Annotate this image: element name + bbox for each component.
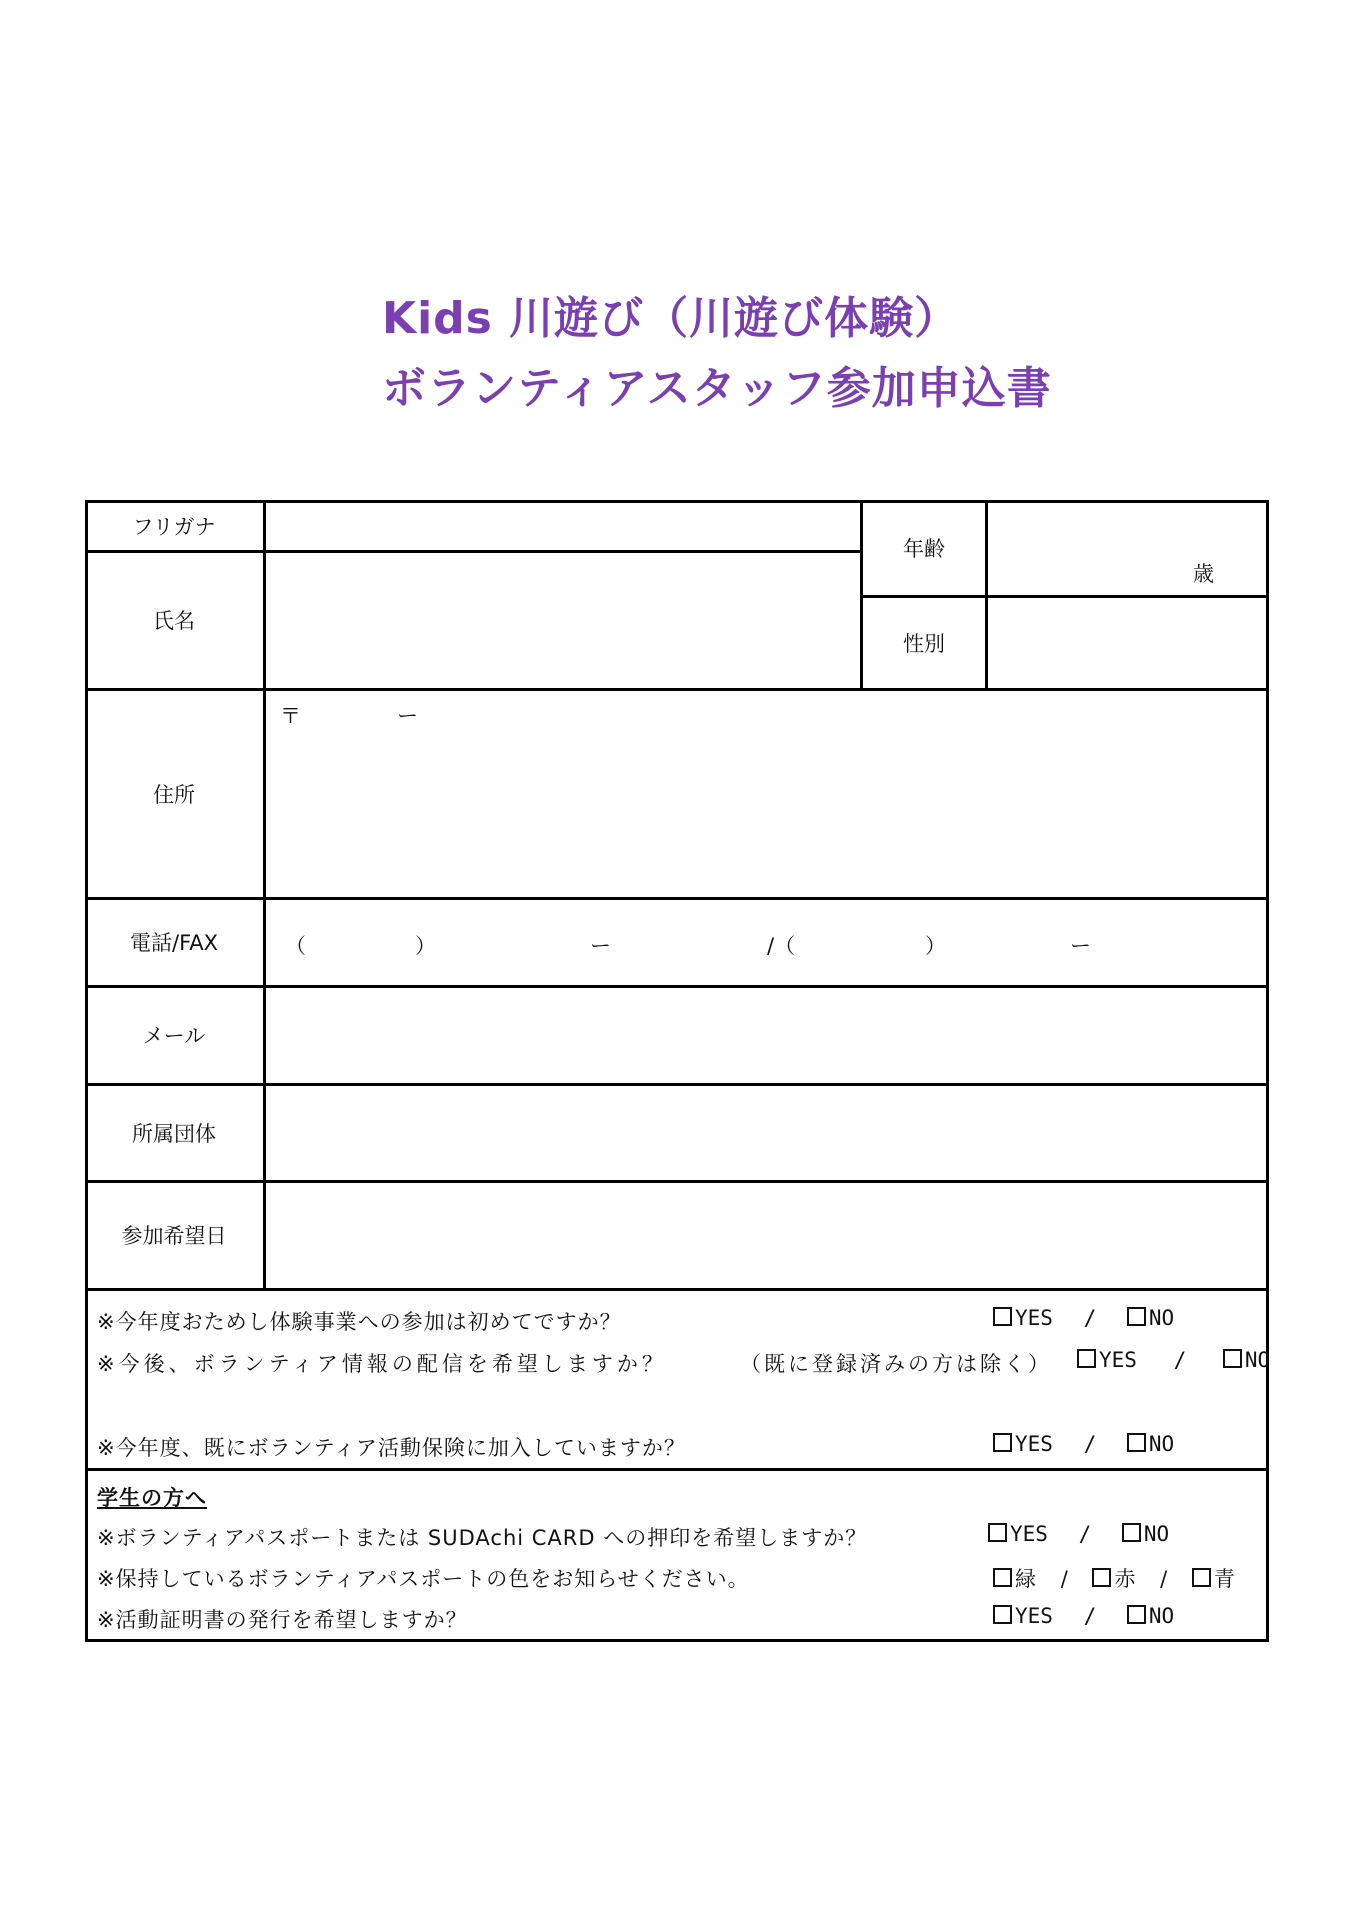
s1-yes-checkbox[interactable] (988, 1523, 1007, 1542)
question-certificate: ※活動証明書の発行を希望しますか？ (97, 1608, 468, 1632)
students-heading: 学生の方へ (97, 1486, 207, 1510)
question-first-participation: ※今年度おためし体験事業への参加は初めてですか？ (97, 1310, 622, 1334)
q3-options: YES / NO (993, 1432, 1174, 1456)
question-insurance: ※今年度、既にボランティア活動保険に加入していますか？ (97, 1436, 686, 1460)
border-bottom (85, 1639, 1269, 1642)
s3-options: YES / NO (993, 1604, 1174, 1628)
s2-options: 緑 / 赤 / 青 (993, 1563, 1235, 1593)
gender-field[interactable] (988, 598, 1266, 688)
question-passport-color: ※保持しているボランティアパスポートの色をお知らせください。 (97, 1567, 750, 1591)
s1-options: YES / NO (988, 1522, 1169, 1546)
org-label: 所属団体 (132, 1121, 216, 1146)
furigana-label: フリガナ (132, 515, 216, 539)
q2-no-checkbox[interactable] (1223, 1349, 1242, 1368)
q3-no-checkbox[interactable] (1127, 1433, 1146, 1452)
q2-yes-checkbox[interactable] (1077, 1349, 1096, 1368)
q1-no-checkbox[interactable] (1127, 1307, 1146, 1326)
mail-label: メール (142, 1024, 206, 1048)
phone-open-paren: （ (285, 934, 306, 958)
address-label: 住所 (153, 782, 195, 807)
gender-label: 性別 (903, 631, 945, 656)
postal-dash: ー (397, 704, 418, 728)
age-label: 年齢 (903, 536, 945, 561)
org-field[interactable] (266, 1086, 1266, 1180)
application-form (85, 500, 1269, 1642)
form-title-line1: Kids 川遊び（川遊び体験） (382, 293, 960, 344)
q3-yes-checkbox[interactable] (993, 1433, 1012, 1452)
s3-no-checkbox[interactable] (1127, 1605, 1146, 1624)
phone-label: 電話/FAX (130, 931, 218, 955)
date-label: 参加希望日 (121, 1224, 227, 1248)
fax-dash: ー (1070, 934, 1091, 958)
question-info-delivery: ※今後、ボランティア情報の配信を希望しますか？ (97, 1352, 667, 1376)
question-info-delivery-note: （既に登録済みの方は除く） (740, 1352, 1052, 1376)
postal-mark: 〒 (280, 704, 301, 728)
fax-separator: /（ (767, 934, 796, 958)
q1-options: YES / NO (993, 1306, 1174, 1330)
color-blue-checkbox[interactable] (1192, 1568, 1211, 1587)
q2-options: YES / NO (1077, 1348, 1270, 1372)
date-row-bottom (85, 1288, 1269, 1291)
phone-dash: ー (590, 934, 611, 958)
question-passport-stamp: ※ボランティアパスポートまたは SUDAchi CARD への押印を希望しますか？ (97, 1526, 868, 1550)
q1-yes-checkbox[interactable] (993, 1307, 1012, 1326)
age-field[interactable] (988, 503, 1266, 595)
color-red-checkbox[interactable] (1092, 1568, 1111, 1587)
s1-no-checkbox[interactable] (1122, 1523, 1141, 1542)
name-field[interactable] (266, 553, 860, 688)
questions-bottom (85, 1468, 1269, 1471)
mail-field[interactable] (266, 988, 1266, 1083)
date-field[interactable] (266, 1183, 1266, 1288)
form-title-line2: ボランティアスタッフ参加申込書 (382, 363, 1052, 414)
age-unit: 歳 (1193, 562, 1214, 586)
fax-close-paren: ） (925, 934, 946, 958)
furigana-field[interactable] (266, 503, 860, 550)
phone-close-paren: ） (415, 934, 436, 958)
name-label: 氏名 (153, 609, 195, 633)
s3-yes-checkbox[interactable] (993, 1605, 1012, 1624)
color-green-checkbox[interactable] (993, 1568, 1012, 1587)
